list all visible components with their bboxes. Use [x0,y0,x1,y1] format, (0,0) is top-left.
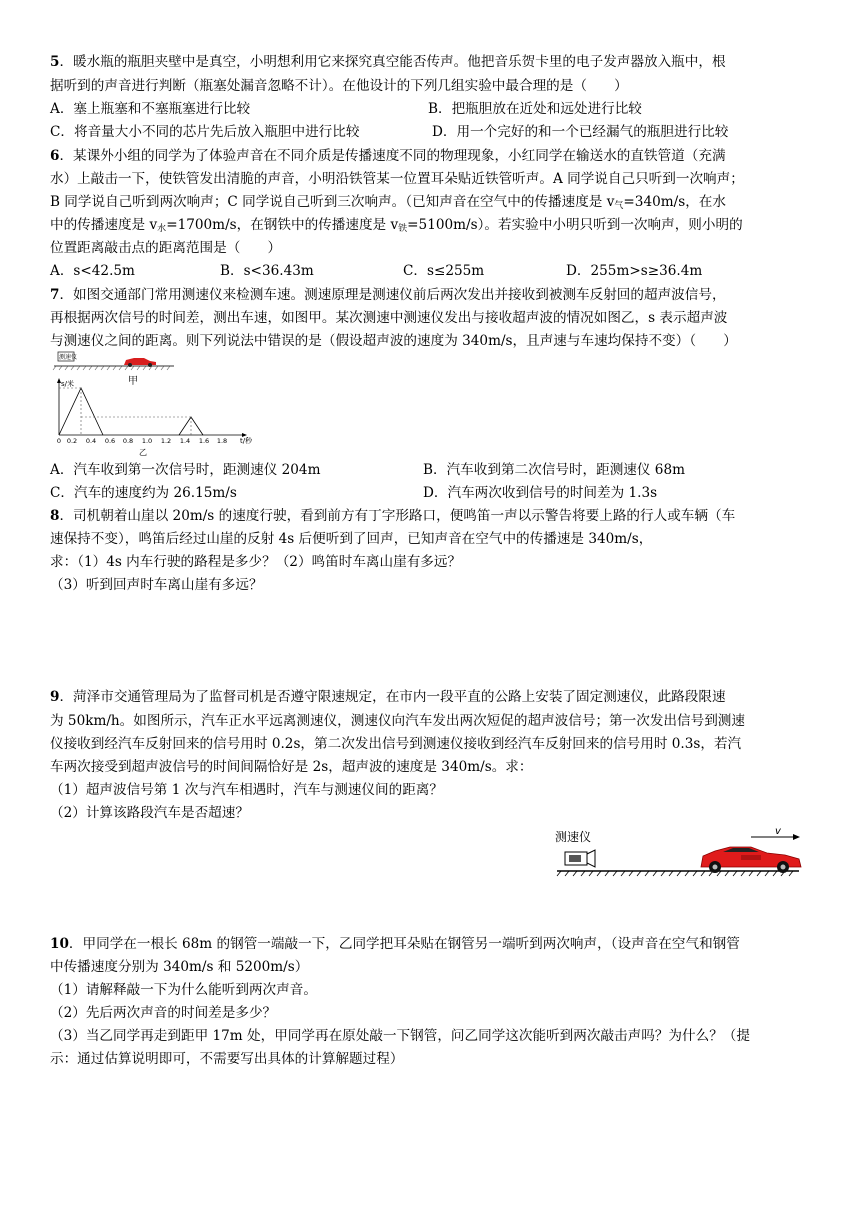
q5-option-c: C．将音量大小不同的芯片先后放入瓶胆中进行比较 [50,124,360,140]
q7-line-3: 与测速仪之间的距离。则下列说法中错误的是（假设超声波的速度为 340m/s，且声速与车速均保持不变）（ ） [50,333,737,349]
q5-option-a: A．塞上瓶塞和不塞瓶塞进行比较 [50,101,251,117]
q6-sub-iron: 铁 [398,224,408,234]
q8-line-2: 速保持不变），鸣笛后经过山崖的反射 4s 后便听到了回声，已知声音在空气中的传播速是 340m/s， [50,531,653,547]
q7-figure-yi [44,377,264,457]
q6-line-3 [50,194,726,215]
q10-line-6: 示：通过估算说明即可，不需要写出具体的计算解题过程） [50,1051,404,1067]
q5-text-1: ．暖水瓶的瓶胆夹壁中是真空，小明想利用它来探究真空能否传声。他把音乐贺卡里的电子发声器放入瓶中，根 [59,54,726,70]
q6-text-4c: =5100m/s）。若实验中小明只听到一次响声，则小明的 [407,217,743,233]
q7-tick: 0 [56,437,62,445]
q7-tick: 1.6 [198,437,210,445]
q10-number: 10 [50,936,69,952]
q7-line-1 [50,287,726,304]
q5-option-b: B．把瓶胆放在近处和远处进行比较 [428,101,642,117]
q7-fig-device-label: 测速仪 [59,354,78,361]
q7-ticks [57,437,227,445]
q7-tick: 1.2 [160,437,172,445]
q7-x-label: t/秒 [240,437,253,445]
q9-line-4: 车两次接受到超声波信号的时间间隔恰好是 2s，超声波的速度是 340m/s。求： [50,759,533,775]
q7-y-label: s/米 [61,380,75,388]
q7-signal-1 [59,388,103,435]
q7-tick: 0.4 [85,437,97,445]
q7-fig-jia-label: 甲 [128,376,138,387]
q7-option-a: A．汽车收到第一次信号时，距测速仪 204m [50,462,321,478]
q9-fig-device-label: 测速仪 [555,830,592,844]
q10-line-1 [50,936,740,953]
q8-number: 8 [50,508,60,524]
q7-tick: 1.4 [179,437,191,445]
q6-option-d: D．255m>s≥36.4m [566,263,703,279]
q6-line-4 [50,217,743,238]
q6-line-5: 位置距离敲击点的距离范围是（ ） [50,240,282,256]
q7-tick: 1.8 [216,437,228,445]
red-car-icon [701,847,801,873]
q5-line-1 [50,54,726,71]
q6-text-1: ．某课外小组的同学为了体验声音在不同介质是传播速度不同的物理现象，小红同学在输送水的直铁管道（充满 [59,148,726,164]
q7-text-1: ．如图交通部门常用测速仪来检测车速。测速原理是测速仪前后两次发出并接收到被测车反射回的超声波信号， [59,287,726,303]
q5-number: 5 [50,54,60,70]
q6-sub-air: 气 [614,201,624,211]
q6-option-c: C．s≤255m [403,263,485,279]
q10-line-4: （2）先后两次声音的时间差是多少？ [50,1005,277,1021]
q8-line-1 [50,508,735,525]
q9-line-5: （1）超声波信号第 1 次与汽车相遇时，汽车与测速仪间的距离？ [50,782,443,798]
q9-line-3: 仪接收到经汽车反射回来的信号用时 0.2s，第二次发出信号到测速仪接收到经汽车反射回来的信号用时 0.3s，若汽 [50,736,742,752]
q7-tick: 0.2 [66,437,78,445]
q9-line-1 [50,689,726,706]
q7-tick: 0.6 [104,437,116,445]
q9-line-6: （2）计算该路段汽车是否超速？ [50,805,249,821]
q9-line-2: 为 50km/h。如图所示，汽车正水平远离测速仪，测速仪向汽车发出两次短促的超声波信号；第一次发出信号到测速 [50,713,745,729]
q9-text-1: ．菏泽市交通管理局为了监督司机是否遵守限速规定，在市内一段平直的公路上安装了固定测速仪，此路段限速 [59,689,726,705]
q6-number: 6 [50,148,60,164]
q8-line-3: 求：（1）4s 内车行驶的路程是多少？（2）鸣笛时车离山崖有多远？ [50,554,462,570]
q9-number: 9 [50,689,60,705]
speed-device-icon [565,850,595,867]
q8-text-1: ．司机朝着山崖以 20m/s 的速度行驶，看到前方有丁字形路口，便鸣笛一声以示警告将要上路的行人或车辆（车 [59,508,736,524]
q6-line-2: 水）上敲击一下，使铁管发出清脆的声音，小明沿铁管某一位置耳朵贴近铁管听声。A 同学说自己只听到一次响声； [50,171,744,187]
q7-option-c: C．汽车的速度约为 26.15m/s [50,485,237,501]
q7-option-d: D．汽车两次收到信号的时间差为 1.3s [423,485,658,501]
q9-fig-v-label: v [775,826,781,837]
q9-figure [555,825,810,885]
q6-option-b: B．s<36.43m [220,263,314,279]
q7-tick: 1.0 [141,437,153,445]
q5-option-d: D．用一个完好的和一个已经漏气的瓶胆进行比较 [432,124,729,140]
q10-line-5: （3）当乙同学再走到距甲 17m 处，甲同学再在原处敲一下钢管，问乙同学这次能听到两次敲击声吗？为什么？（提 [50,1028,750,1044]
q10-text-1: ．甲同学在一根长 68m 的钢管一端敲一下，乙同学把耳朵贴在钢管另一端听到两次响声，（设声音在空气和钢管 [68,936,740,952]
q6-text-4a: 中的传播速度是 v [50,217,158,233]
q6-text-4b: =1700m/s，在钢铁中的传播速度是 v [166,217,399,233]
q7-fig-yi-label: 乙 [139,448,147,457]
q8-line-4: （3）听到回声时车离山崖有多远？ [50,577,263,593]
q6-option-a: A．s<42.5m [50,263,135,279]
q7-number: 7 [50,287,60,303]
q6-text-3a: B 同学说自己听到两次响声；C 同学说自己听到三次响声。（已知声音在空气中的传播速度是 v [50,194,615,210]
q10-line-3: （1）请解释敲一下为什么能听到两次声音。 [50,982,317,998]
q7-figure-jia [52,350,182,380]
arrow-right-icon [793,834,800,840]
q7-line-2: 再根据两次信号的时间差，测出车速，如图甲。某次测速中测速仪发出与接收超声波的情况如图乙，s 表示超声波 [50,310,728,326]
q10-line-2: 中传播速度分别为 340m/s 和 5200m/s） [50,959,309,975]
q5-line-2: 据听到的声音进行判断（瓶塞处漏音忽略不计）。在他设计的下列几组实验中最合理的是（ ） [50,78,628,94]
q6-line-1 [50,148,726,165]
q7-option-b: B．汽车收到第二次信号时，距测速仪 68m [423,462,685,478]
q6-text-3b: =340m/s，在水 [623,194,726,210]
q7-road-hatch [53,366,170,370]
q6-sub-water: 水 [157,224,167,234]
q7-tick: 0.8 [122,437,134,445]
